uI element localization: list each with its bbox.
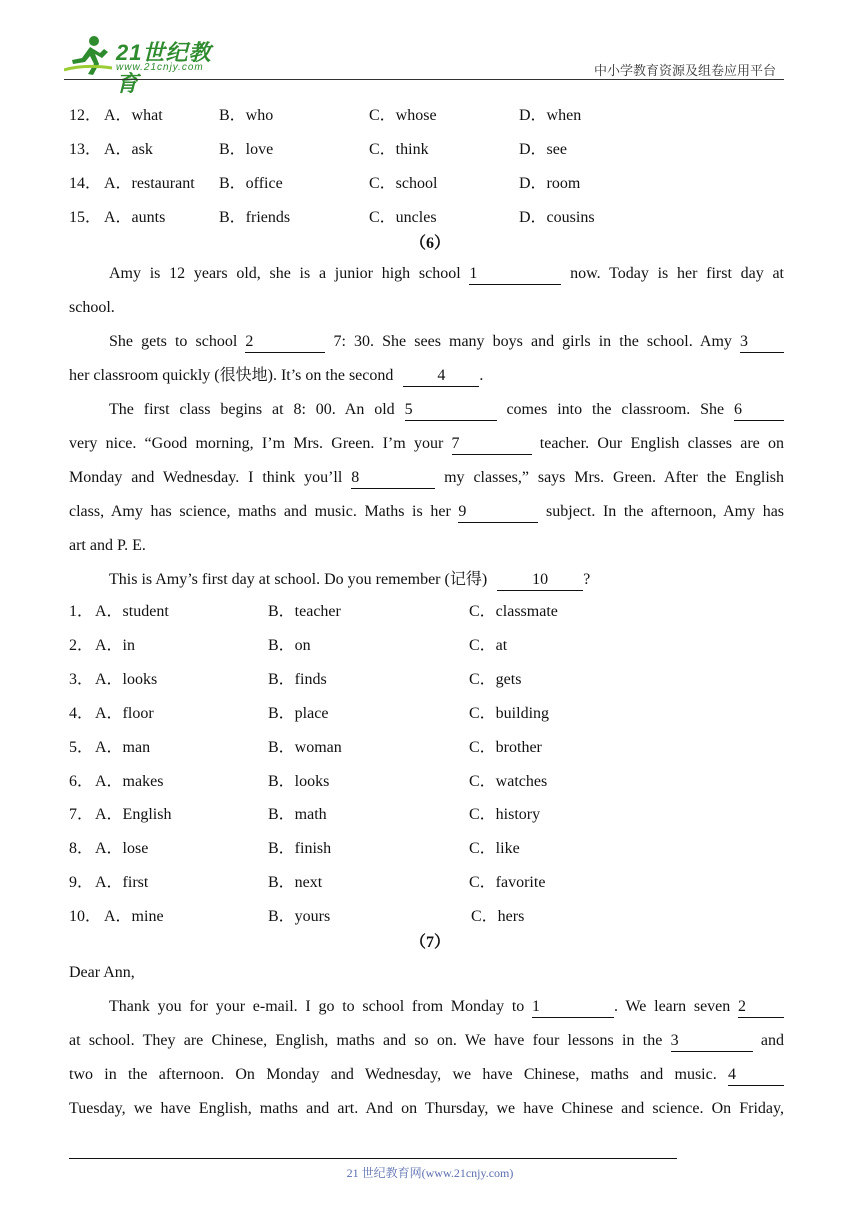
passage-line (69, 995, 784, 1019)
passage-text: my classes,” says Mrs. Green. After the English (444, 469, 785, 486)
passage-line (69, 364, 784, 388)
platform-title: 中小学教育资源及组卷应用平台 (593, 64, 776, 79)
option-a: A．in (95, 637, 136, 654)
passage-text: Monday and Wednesday. I think you’ll (69, 469, 343, 486)
option-d: D．when (519, 107, 582, 124)
option-b: B．teacher (268, 603, 341, 620)
passage-text: at school. They are Chinese, English, maths and so on. We have four lessons in the (69, 1032, 663, 1049)
passage-text: class, Amy has science, maths and music. Maths is her (69, 503, 451, 520)
passage-text: teacher. Our English classes are on (539, 435, 785, 452)
question-number: 8． (69, 840, 94, 857)
option-a: A．floor (95, 705, 154, 722)
passage-text: very nice. “Good morning, I’m Mrs. Green. I’m your (69, 435, 444, 452)
blank-6: 6 (734, 400, 784, 421)
question-number: 15． (69, 209, 102, 226)
option-c: C．brother (469, 739, 542, 756)
passage-text: Thank you for your e-mail. I go to school from Monday to (109, 998, 525, 1015)
footer-link[interactable]: 21 世纪教育网(www.21cnjy.com) (346, 1166, 514, 1180)
option-c: C．building (469, 705, 550, 722)
option-d: D．cousins (519, 209, 595, 226)
option-c: C．classmate (469, 603, 558, 620)
passage-text: . (479, 367, 484, 384)
passage-text: her classroom quickly (很快地). It’s on the second (69, 367, 394, 384)
blank-8: 8 (351, 468, 435, 489)
option-a: A．mine (104, 908, 164, 925)
passage-text: The first class begins at 8: 00. An old (109, 401, 395, 418)
footer-divider (69, 1158, 677, 1159)
passage-line (69, 330, 784, 354)
option-b: B．finds (268, 671, 327, 688)
option-c: C．history (469, 806, 541, 823)
question-number: 5． (69, 739, 94, 756)
option-c: C．think (369, 141, 429, 158)
option-b: B．love (219, 141, 274, 158)
option-d: D．room (519, 175, 581, 192)
question-number: 2． (69, 637, 94, 654)
question-number: 14． (69, 175, 102, 192)
option-a: A．English (95, 806, 172, 823)
passage-text: and (760, 1032, 784, 1049)
option-a: A．ask (104, 141, 153, 158)
blank-7: 7 (452, 434, 532, 455)
question-number: 9． (69, 874, 94, 891)
question-number: 6． (69, 773, 94, 790)
passage-text: comes into the classroom. She (506, 401, 725, 418)
question-number: 10． (69, 908, 102, 925)
option-b: B．place (268, 705, 329, 722)
passage-text: . We learn seven (614, 998, 731, 1015)
runner-logo-icon (64, 34, 114, 76)
question-number: 13． (69, 141, 102, 158)
passage-text: two in the afternoon. On Monday and Wednesday, we have Chinese, maths and music. (69, 1066, 717, 1083)
option-b: B．looks (268, 773, 330, 790)
blank-4: 4 (403, 366, 479, 387)
passage-text: This is Amy’s first day at school. Do you remember (记得) (109, 571, 488, 588)
logo-text: 21世纪教育 (116, 40, 212, 96)
question-number: 4． (69, 705, 94, 722)
question-number: 3． (69, 671, 94, 688)
option-b: B．math (268, 806, 327, 823)
option-c: C．school (369, 175, 438, 192)
passage-line (69, 1097, 784, 1121)
question-number: 12． (69, 107, 102, 124)
option-c: C．hers (471, 908, 525, 925)
passage-text: Amy is 12 years old, she is a junior high school (109, 265, 461, 282)
passage-line (69, 466, 784, 490)
blank-10: 10 (497, 570, 583, 591)
option-b: B．on (268, 637, 311, 654)
option-a: A．looks (95, 671, 158, 688)
question-number: 7． (69, 806, 94, 823)
passage-text: 7: 30. She sees many boys and girls in the school. Amy (333, 333, 732, 350)
option-c: C．uncles (369, 209, 437, 226)
option-b: B．woman (268, 739, 342, 756)
passage-line (69, 432, 784, 456)
salutation (69, 961, 784, 985)
section-heading: （7） (409, 934, 450, 951)
option-a: A．makes (95, 773, 164, 790)
passage-text: subject. In the afternoon, Amy has (546, 503, 785, 520)
question-number: 1． (69, 603, 94, 620)
passage-line (69, 262, 784, 286)
blank-4: 4 (728, 1065, 784, 1086)
option-b: B．yours (268, 908, 331, 925)
option-b: B．office (219, 175, 283, 192)
section-heading: （6） (409, 235, 450, 252)
logo-url: www.21cnjy.com (116, 62, 204, 73)
option-a: A．what (104, 107, 163, 124)
salutation-text: Dear Ann, (69, 964, 135, 981)
option-b: B．who (219, 107, 274, 124)
blank-1: 1 (532, 997, 614, 1018)
passage-text: school. (69, 299, 115, 316)
passage-line (69, 1063, 784, 1087)
option-b: B．friends (219, 209, 291, 226)
passage-line (69, 534, 784, 558)
passage-text: She gets to school (109, 333, 238, 350)
passage-line (69, 296, 784, 320)
option-c: C．like (469, 840, 520, 857)
option-c: C．at (469, 637, 508, 654)
header-divider (64, 79, 784, 80)
blank-5: 5 (405, 400, 497, 421)
passage-line (69, 568, 784, 592)
page-header (0, 0, 860, 96)
option-a: A．student (95, 603, 169, 620)
blank-1: 1 (469, 264, 561, 285)
option-c: C．gets (469, 671, 522, 688)
passage-text: now. Today is her first day at (570, 265, 785, 282)
passage-line (69, 1029, 784, 1053)
option-a: A．first (95, 874, 149, 891)
option-b: B．next (268, 874, 323, 891)
blank-3: 3 (740, 332, 784, 353)
option-d: D．see (519, 141, 567, 158)
option-a: A．lose (95, 840, 149, 857)
option-c: C．favorite (469, 874, 546, 891)
passage-text: Tuesday, we have English, maths and art. And on Thursday, we have Chinese and science. On Friday, (69, 1100, 784, 1117)
blank-2: 2 (245, 332, 325, 353)
blank-9: 9 (458, 502, 538, 523)
option-a: A．man (95, 739, 151, 756)
passage-text: ? (583, 571, 591, 588)
option-a: A．aunts (104, 209, 166, 226)
passage-text: art and P. E. (69, 537, 146, 554)
option-b: B．finish (268, 840, 332, 857)
site-logo[interactable] (64, 32, 234, 96)
passage-line (69, 398, 784, 422)
option-c: C．whose (369, 107, 437, 124)
blank-3: 3 (671, 1031, 753, 1052)
option-c: C．watches (469, 773, 548, 790)
passage-line (69, 500, 784, 524)
blank-2: 2 (738, 997, 784, 1018)
option-a: A．restaurant (104, 175, 195, 192)
